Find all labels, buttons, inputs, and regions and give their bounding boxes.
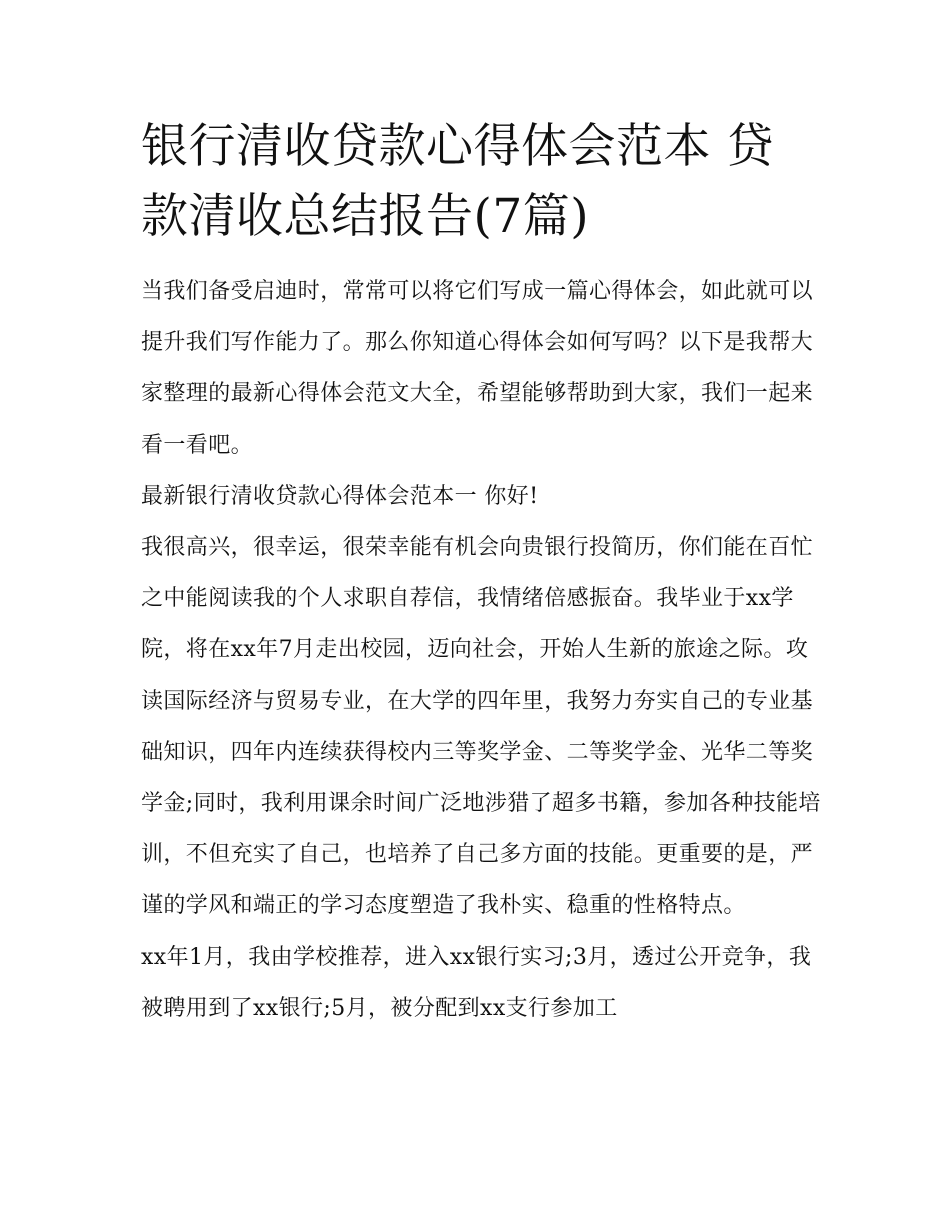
body-paragraph-work: xx年1月，我由学校推荐，进入xx银行实习;3月，透过公开竞争，我被聘用到了xx银行;5月，被分配到xx支行参加工 — [141, 944, 812, 1021]
section-heading-paragraph: 最新银行清收贷款心得体会范本一 你好! — [141, 483, 539, 509]
document-page — [141, 112, 821, 1034]
intro-paragraph: 当我们备受启迪时，常常可以将它们写成一篇心得体会，如此就可以提升我们写作能力了。那么你知道心得体会如何写吗？以下是我帮大家整理的最新心得体会范文大全，希望能够帮助到大家，我们一起来看一看吧。 — [141, 279, 814, 458]
body-paragraph-education: 我很高兴，很幸运，很荣幸能有机会向贵银行投简历，你们能在百忙之中能阅读我的个人求职自荐信，我情绪倍感振奋。我毕业于xx学院，将在xx年7月走出校园，迈向社会，开始人生新的旅途之际。攻读国际经济与贸易专业，在大学的四年里，我努力夯实自己的专业基础知识，四年内连续获得校内三等奖学金、二等奖学金、光华二等奖学金;同时，我利用课余时间广泛地涉猎了超多书籍，参加各种技能培训，不但充实了自己，也培养了自己多方面的技能。更重要的是，严谨的学风和端正的学习态度塑造了我朴实、稳重的性格特点。 — [141, 535, 821, 919]
document-body — [141, 266, 821, 1034]
document-title: 银行清收贷款心得体会范本 贷款清收总结报告(7篇) — [141, 119, 774, 244]
